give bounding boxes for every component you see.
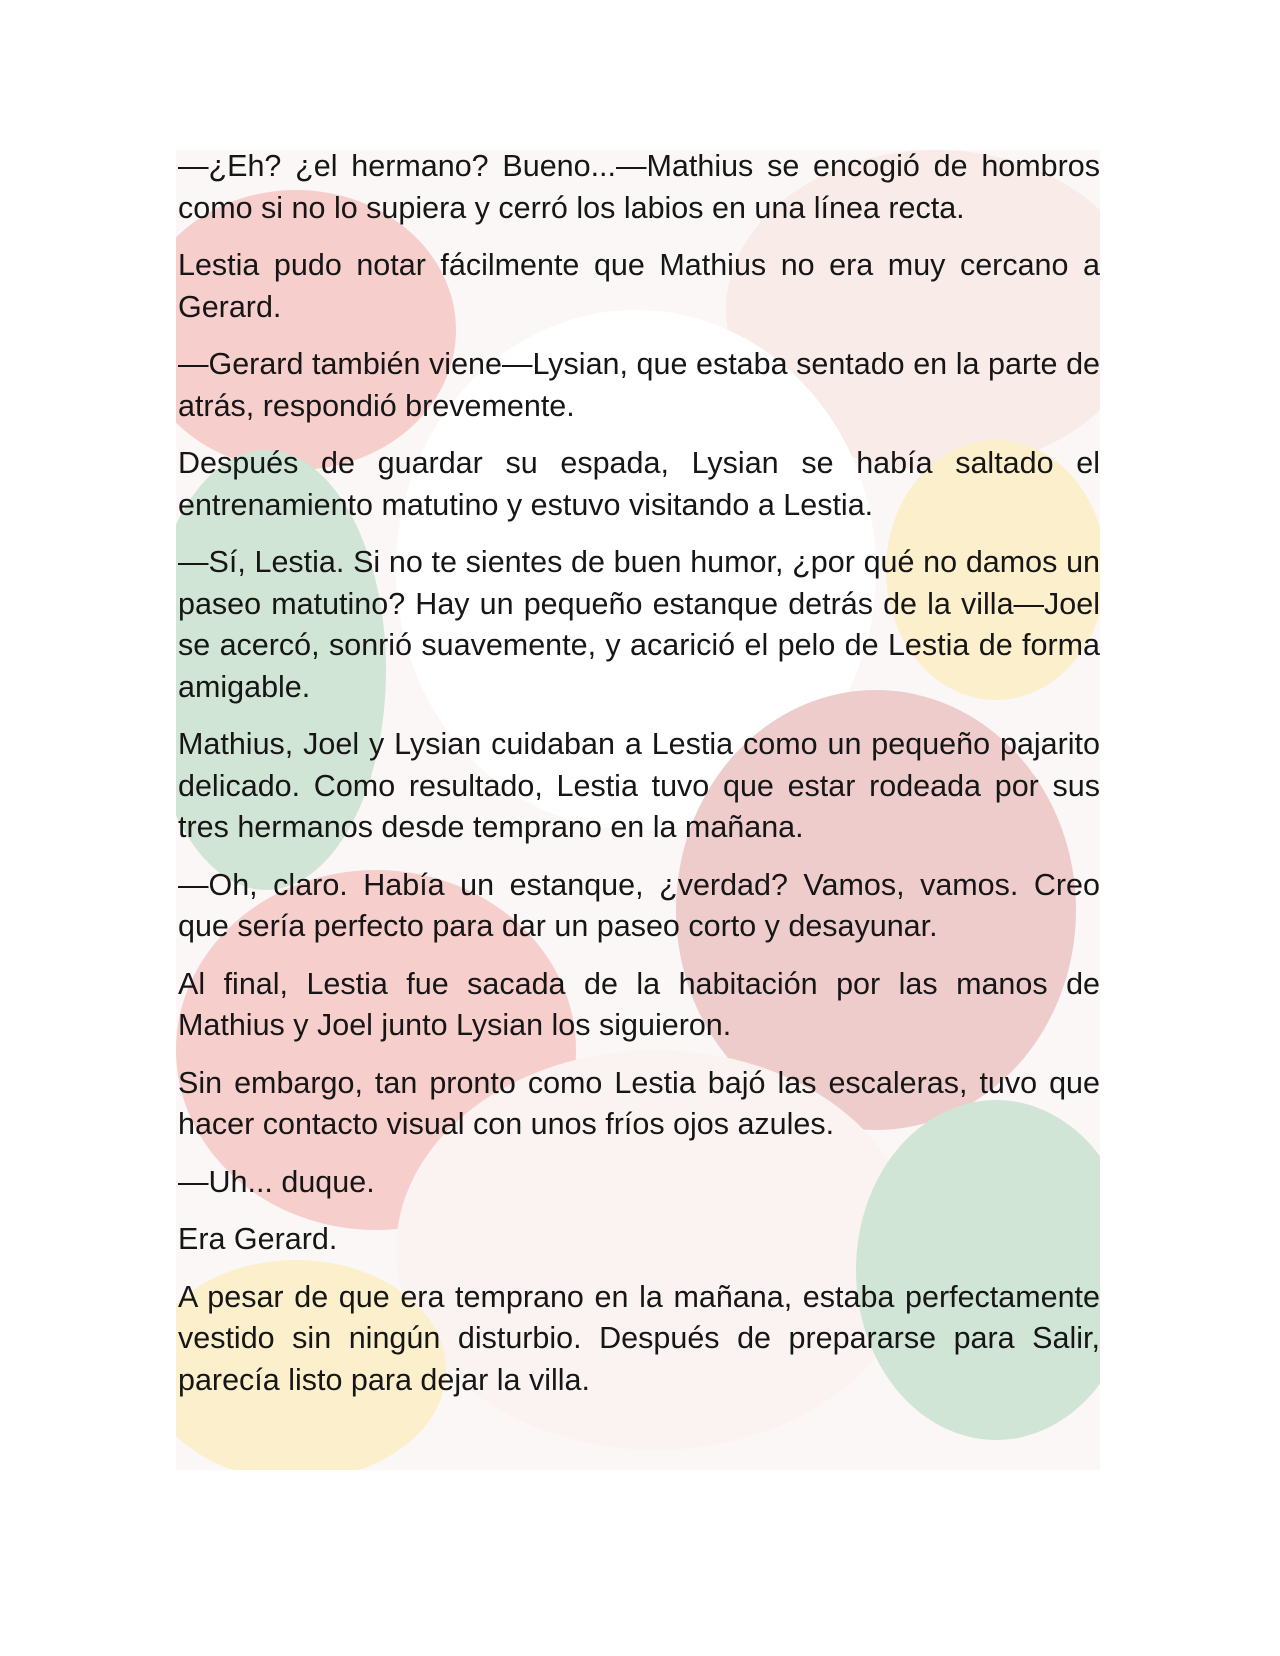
paragraph: Mathius, Joel y Lysian cuidaban a Lestia como un pequeño pajarito delicado. Como resultado, Lestia tuvo que estar rodeada por sus tres hermanos desde temprano en la mañana. xyxy=(178,727,1100,844)
paragraph: Lestia pudo notar fácilmente que Mathius no era muy cercano a Gerard. xyxy=(178,248,1100,324)
body-text xyxy=(178,146,1100,1417)
paragraph: —Oh, claro. Había un estanque, ¿verdad? Vamos, vamos. Creo que sería perfecto para dar un paseo corto y desayunar. xyxy=(178,867,1100,943)
paragraph: Sin embargo, tan pronto como Lestia bajó las escaleras, tuvo que hacer contacto visual con unos fríos ojos azules. xyxy=(178,1065,1100,1141)
paragraph: Al final, Lestia fue sacada de la habitación por las manos de Mathius y Joel junto Lysian los siguieron. xyxy=(178,966,1100,1042)
paragraph: —Sí, Lestia. Si no te sientes de buen humor, ¿por qué no damos un paseo matutino? Hay un pequeño estanque detrás de la villa—Joel se acercó, sonrió suavemente, y acarició el pelo de Lestia de forma amigable. xyxy=(178,545,1100,704)
paragraph: —Uh... duque. xyxy=(178,1164,375,1199)
paragraph: A pesar de que era temprano en la mañana, estaba perfectamente vestido sin ningún disturbio. Después de prepararse para Salir, parecía listo para dejar la villa. xyxy=(178,1279,1100,1397)
paragraph: —¿Eh? ¿el hermano? Bueno...—Mathius se encogió de hombros como si no lo supiera y cerró los labios en una línea recta. xyxy=(178,149,1100,225)
paragraph: —Gerard también viene—Lysian, que estaba sentado en la parte de atrás, respondió brevemente. xyxy=(178,347,1100,423)
paragraph: Era Gerard. xyxy=(178,1222,338,1256)
paragraph: Después de guardar su espada, Lysian se había saltado el entrenamiento matutino y estuvo visitando a Lestia. xyxy=(178,446,1100,522)
